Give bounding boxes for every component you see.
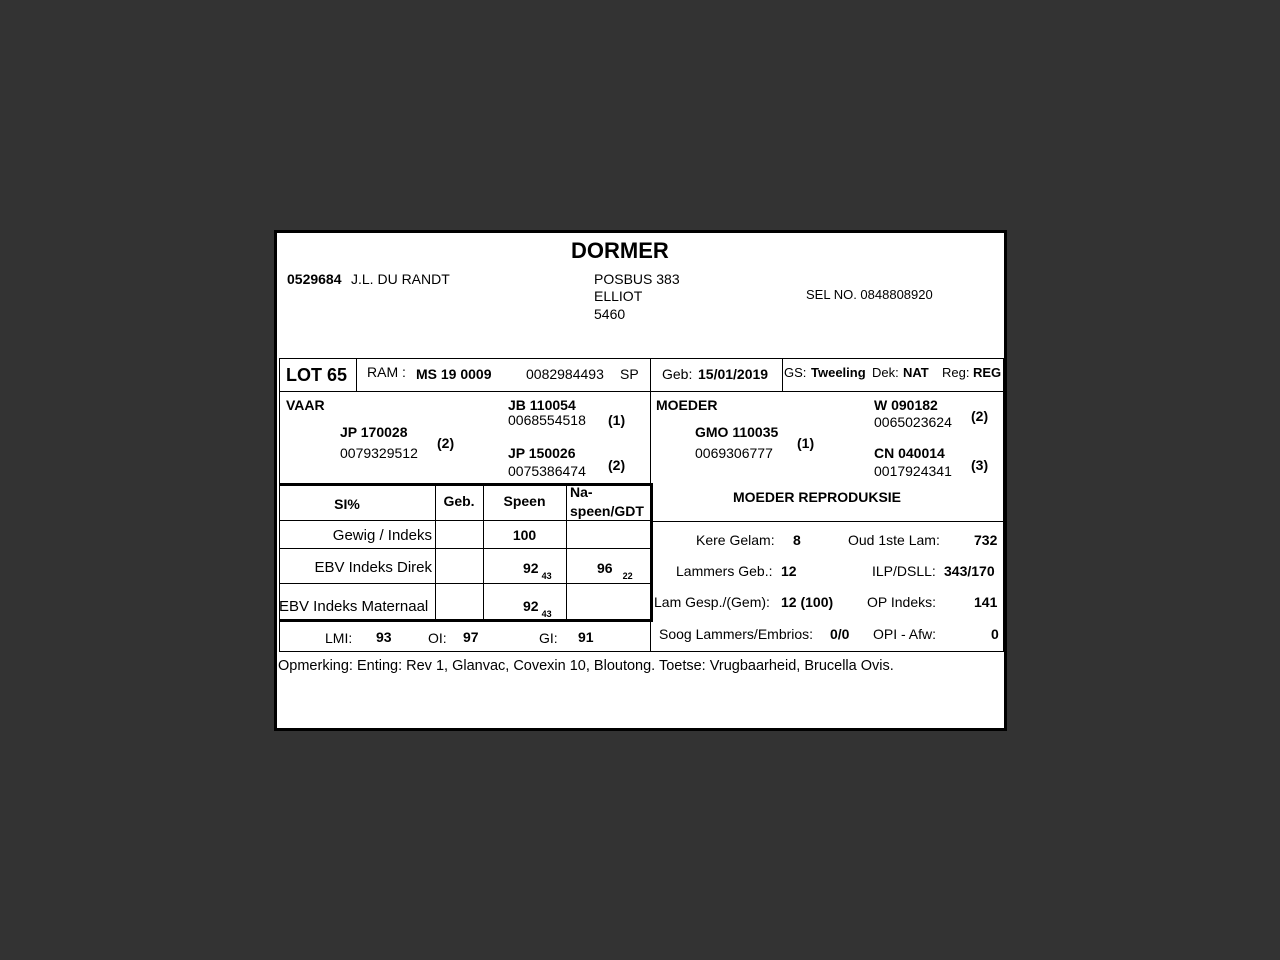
opi-value: 0: [991, 626, 999, 642]
divider: [651, 521, 1004, 522]
owner-code: 0529684: [287, 271, 342, 287]
address-line-3: 5460: [594, 306, 626, 322]
gi-value: 91: [578, 629, 594, 645]
maternaal-speen: 92 $_{43}$: [523, 598, 552, 619]
reg-label: Reg:: [942, 365, 970, 380]
row-label-direk: EBV Indeks Direk: [314, 559, 432, 576]
lmi-value: 93: [376, 629, 392, 645]
header-geb: Geb.: [443, 493, 475, 509]
direk-speen: 92 $_{43}$: [523, 560, 552, 581]
divider: [279, 651, 1004, 652]
sel-no: SEL NO. 0848808920: [806, 287, 933, 302]
owner-name: J.L. DU RANDT: [351, 271, 450, 287]
oud-value: 732: [974, 532, 998, 548]
gi-label: GI:: [539, 630, 558, 646]
dam-sire-number: 0065023624: [874, 414, 952, 430]
dek-value: NAT: [903, 365, 929, 380]
breed-title: DORMER: [571, 238, 669, 263]
oi-value: 97: [463, 629, 479, 645]
lammers-geb-value: 12: [781, 563, 797, 579]
divider: [782, 358, 783, 391]
lmi-label: LMI:: [325, 630, 353, 646]
sire-sire-number: 0068554518: [508, 412, 586, 428]
row-label-gewig: Gewig / Indeks: [332, 527, 432, 544]
vaar-label: VAAR: [286, 397, 325, 413]
lam-gesp-value: 12 (100): [781, 594, 834, 610]
sale-catalogue-card: [274, 230, 1007, 731]
moeder-label: MOEDER: [656, 397, 718, 413]
soog-label: Soog Lammers/Embrios:: [659, 626, 814, 642]
ram-label: RAM :: [367, 364, 406, 380]
direk-naspeen: 96 $_{22}$: [597, 560, 633, 581]
dam-sire-grade: (2): [971, 408, 989, 424]
ram-id: MS 19 0009: [416, 366, 492, 382]
gewig-speen: 100: [512, 527, 537, 543]
op-value: 141: [974, 594, 998, 610]
divider: [279, 391, 1004, 392]
divider: [1003, 358, 1004, 652]
dam-number: 0069306777: [695, 445, 773, 461]
dam-id: GMO 110035: [695, 424, 779, 440]
opi-label: OPI - Afw:: [873, 626, 937, 642]
divider: [279, 358, 1004, 359]
divider: [279, 548, 651, 549]
ilp-value: 343/170: [944, 563, 995, 579]
divider: [356, 358, 357, 391]
gs-value: Tweeling: [811, 365, 866, 380]
remark: Opmerking: Enting: Rev 1, Glanvac, Covexin 10, Bloutong. Toetse: Vrugbaarheid, Brucella Ovis.: [278, 658, 894, 674]
lot-number: LOT 65: [286, 365, 348, 385]
sire-dam-grade: (2): [608, 457, 626, 473]
row-label-maternaal: EBV Indeks Maternaal: [279, 598, 429, 615]
dam-dam-grade: (3): [971, 457, 989, 473]
reproduction-title: MOEDER REPRODUKSIE: [733, 489, 902, 505]
divider: [279, 520, 651, 521]
sire-number: 0079329512: [340, 445, 418, 461]
sire-id: JP 170028: [340, 424, 408, 440]
dam-sire-id: W 090182: [874, 397, 938, 413]
header-naspeen-line1: Na-: [570, 484, 593, 500]
ram-suffix: SP: [620, 366, 639, 382]
header-naspeen-line2: speen/GDT: [570, 503, 644, 519]
oud-label: Oud 1ste Lam:: [848, 532, 940, 548]
reg-value: REG: [973, 365, 1002, 380]
divider: [279, 619, 651, 622]
sire-dam-id: JP 150026: [508, 445, 576, 461]
gs-label: GS:: [784, 365, 807, 380]
kere-gelam-label: Kere Gelam:: [696, 532, 775, 548]
oi-label: OI:: [428, 630, 447, 646]
divider: [279, 483, 651, 486]
lam-gesp-label: Lam Gesp./(Gem):: [654, 594, 770, 610]
address-line-2: ELLIOT: [594, 288, 643, 304]
dam-dam-id: CN 040014: [874, 445, 945, 461]
kere-gelam-value: 8: [793, 532, 801, 548]
dek-label: Dek:: [872, 365, 899, 380]
soog-value: 0/0: [830, 626, 850, 642]
header-speen: Speen: [503, 493, 546, 509]
dam-grade: (1): [797, 435, 815, 451]
address-line-1: POSBUS 383: [594, 271, 680, 287]
sire-sire-grade: (1): [608, 412, 626, 428]
ram-number: 0082984493: [526, 366, 604, 382]
sire-grade: (2): [437, 435, 455, 451]
op-label: OP Indeks:: [867, 594, 937, 610]
header-si: SI%: [334, 496, 360, 512]
geb-label: Geb:: [662, 366, 693, 382]
sire-dam-number: 0075386474: [508, 463, 586, 479]
dam-dam-number: 0017924341: [874, 463, 952, 479]
divider: [279, 583, 651, 584]
ilp-label: ILP/DSLL:: [872, 563, 936, 579]
divider: [650, 483, 653, 622]
divider: [566, 484, 567, 620]
sire-sire-id: JB 110054: [508, 397, 576, 413]
birth-date: 15/01/2019: [698, 366, 769, 382]
lammers-geb-label: Lammers Geb.:: [676, 563, 773, 579]
